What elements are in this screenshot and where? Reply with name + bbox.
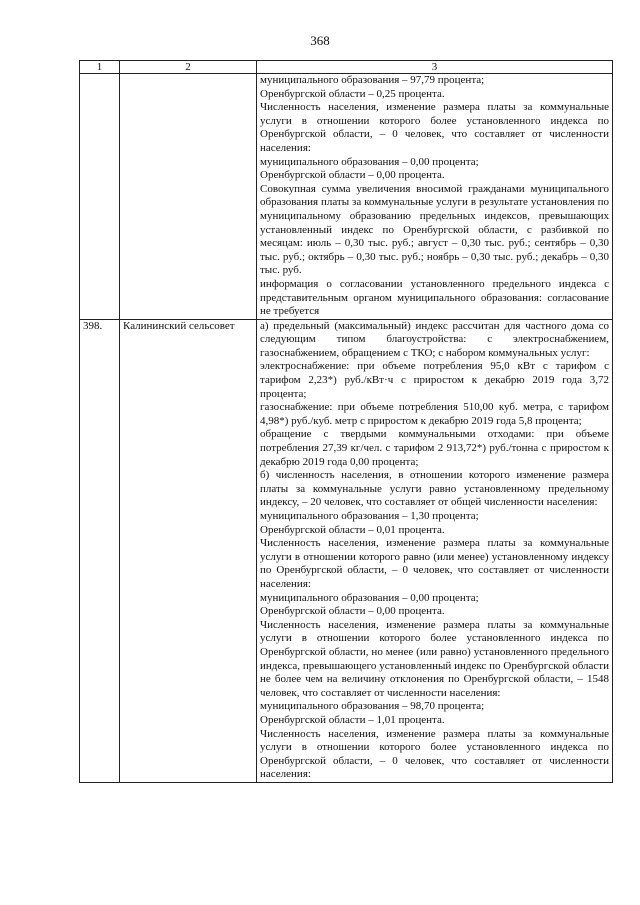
content-line: муниципального образования – 97,79 процента; bbox=[260, 74, 485, 86]
content-line: Совокупная сумма увеличения вносимой гражданами муниципального образования платы за коммунальные услуги в результате установления по муниципальному образованию предельных индексов, превышающих установленный индекс по Оренбургской области, с разбивкой по месяцам: июль – 0,30 тыс. руб.; август – 0,30 тыс. руб.; сентябрь – 0,30 тыс. руб.; октябрь – 0,30 тыс. руб.; ноябрь – 0,30 тыс. руб.; декабрь – 0,30 тыс. руб. bbox=[260, 182, 609, 277]
row-name: Калининский сельсовет bbox=[120, 319, 257, 782]
content-line: Оренбургской области – 0,25 процента. bbox=[260, 87, 445, 100]
content-line: муниципального образования – 1,30 процента; bbox=[260, 510, 479, 522]
content-line: Оренбургской области – 0,00 процента. bbox=[260, 605, 445, 618]
document-table bbox=[79, 60, 613, 783]
table-row bbox=[80, 319, 613, 782]
content-line: Численность населения, изменение размера платы за коммунальные услуги в отношении которого более установленного индекса по Оренбургской области, но менее (или равно) установленного предельного индекса, превышающего установленный индекс по Оренбургской области не более чем на величину отклонения по Оренбургской области, – 1548 человек, что составляет от численности населения: bbox=[260, 618, 609, 699]
row-content bbox=[257, 74, 613, 320]
content-line: а) предельный (максимальный) индекс рассчитан для частного дома со следующим типом благоустройства: с электроснабжением, газоснабжением, обращением с ТКО; с набором коммунальных услуг: bbox=[260, 319, 609, 359]
content-line: Численность населения, изменение размера платы за коммунальные услуги в отношении которого более установленного индекса по Оренбургской области, – 0 человек, что составляет от численности населения: bbox=[260, 727, 609, 781]
table-header-row bbox=[80, 61, 613, 74]
content-line: электроснабжение: при объеме потребления 95,0 кВт с тарифом с тарифом 2,23*) руб./кВт·ч с приростом к декабрю 2019 года 3,72 процента; bbox=[260, 360, 609, 400]
content-line: муниципального образования – 0,00 процента; bbox=[260, 591, 479, 604]
content-line: информация о согласовании установленного предельного индекса с представительным органом муниципального образования: согласование не требуется bbox=[260, 277, 609, 318]
table-row bbox=[80, 74, 613, 320]
row-number: 398. bbox=[80, 319, 120, 782]
row-number bbox=[80, 74, 120, 320]
header-col-3: 3 bbox=[257, 61, 613, 74]
content-line: обращение с твердыми коммунальными отходами: при объеме потребления 27,39 кг/чел. с тарифом 2 913,72*) руб./тонна с приростом к декабрю 2019 года 0,00 процента; bbox=[260, 428, 609, 468]
content-line: Оренбургской области – 0,00 процента. bbox=[260, 169, 445, 182]
header-col-2: 2 bbox=[120, 61, 257, 74]
row-content bbox=[257, 319, 613, 782]
header-col-1: 1 bbox=[80, 61, 120, 74]
content-line: Численность населения, изменение размера платы за коммунальные услуги в отношении которого равно (или менее) установленному индексу по Оренбургской области, – 0 человек, что составляет от численности населения: bbox=[260, 537, 609, 590]
page-number: 368 bbox=[310, 33, 330, 48]
row-name bbox=[120, 74, 257, 320]
content-line: б) численность населения, в отношении которого изменение размера платы за коммунальные услуги равно установленному предельному индексу, – 20 человек, что составляет от общей численности населения: bbox=[260, 469, 609, 509]
content-line: муниципального образования – 98,70 процента; bbox=[260, 700, 485, 713]
content-line: муниципального образования – 0,00 процента; bbox=[260, 155, 479, 168]
content-line: Оренбургской области – 0,01 процента. bbox=[260, 523, 445, 536]
content-line: Оренбургской области – 1,01 процента. bbox=[260, 713, 445, 726]
content-line: газоснабжение: при объеме потребления 510,00 куб. метра, с тарифом 4,98*) руб./куб. метр с приростом к декабрю 2019 года 5,8 процента; bbox=[260, 401, 609, 427]
content-line: Численность населения, изменение размера платы за коммунальные услуги в отношении которого более установленного индекса по Оренбургской области, – 0 человек, что составляет от численности населения: bbox=[260, 101, 609, 154]
